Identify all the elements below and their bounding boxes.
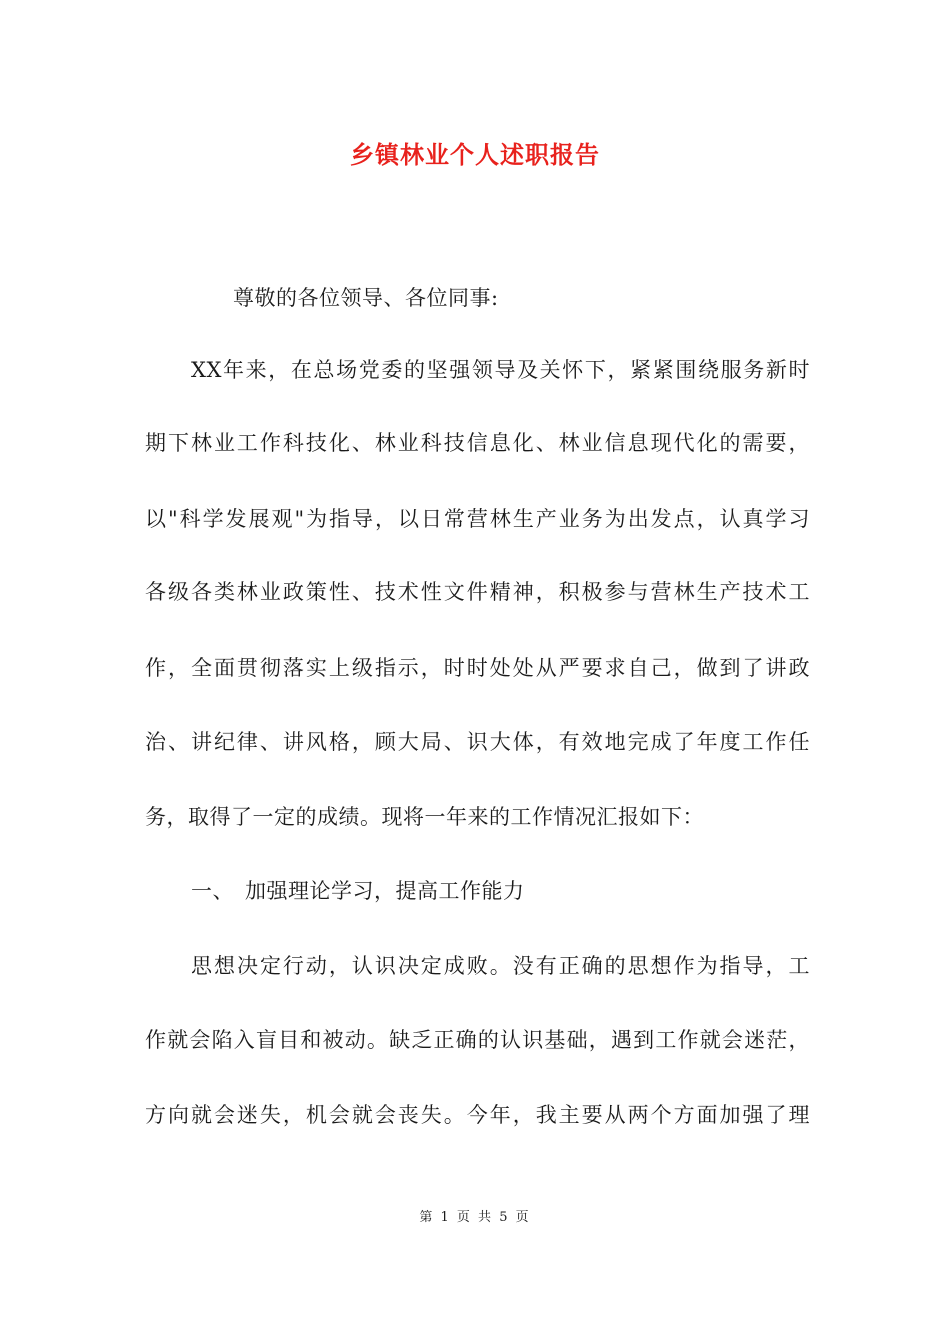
paragraph-line: 期下林业工作科技化、林业科技信息化、林业信息现代化的需要，: [145, 431, 810, 455]
section-heading: [191, 871, 525, 911]
paragraph-line: 作就会陷入盲目和被动。缺乏正确的认识基础，遇到工作就会迷茫，: [145, 1028, 810, 1052]
page-number-footer: 第 1 页 共 5 页: [419, 1210, 531, 1225]
paragraph-line: 思想决定行动，认识决定成败。没有正确的思想作为指导，工: [191, 954, 810, 978]
paragraph-line: 以"科学发展观"为指导，以日常营林生产业务为出发点，认真学习: [145, 507, 810, 531]
paragraph-line: 治、讲纪律、讲风格，顾大局、识大体，有效地完成了年度工作任: [145, 730, 810, 754]
section-heading-text: 加强理论学习，提高工作能力: [245, 879, 525, 903]
paragraph-line: 方向就会迷失，机会就会丧失。今年，我主要从两个方面加强了理: [145, 1103, 810, 1127]
section-number: 一、: [191, 879, 234, 903]
paragraph-line: 各级各类林业政策性、技术性文件精神，积极参与营林生产技术工: [145, 580, 810, 604]
paragraph-line: XX年来，在总场党委的坚强领导及关怀下，紧紧围绕服务新时: [191, 358, 810, 382]
greeting-line: 尊敬的各位领导、各位同事:: [233, 286, 499, 310]
document-title: 乡镇林业个人述职报告: [350, 140, 600, 169]
paragraph-line: 务，取得了一定的成绩。现将一年来的工作情况汇报如下：: [145, 805, 704, 829]
paragraph-line: 作，全面贯彻落实上级指示，时时处处从严要求自己，做到了讲政: [145, 656, 810, 680]
